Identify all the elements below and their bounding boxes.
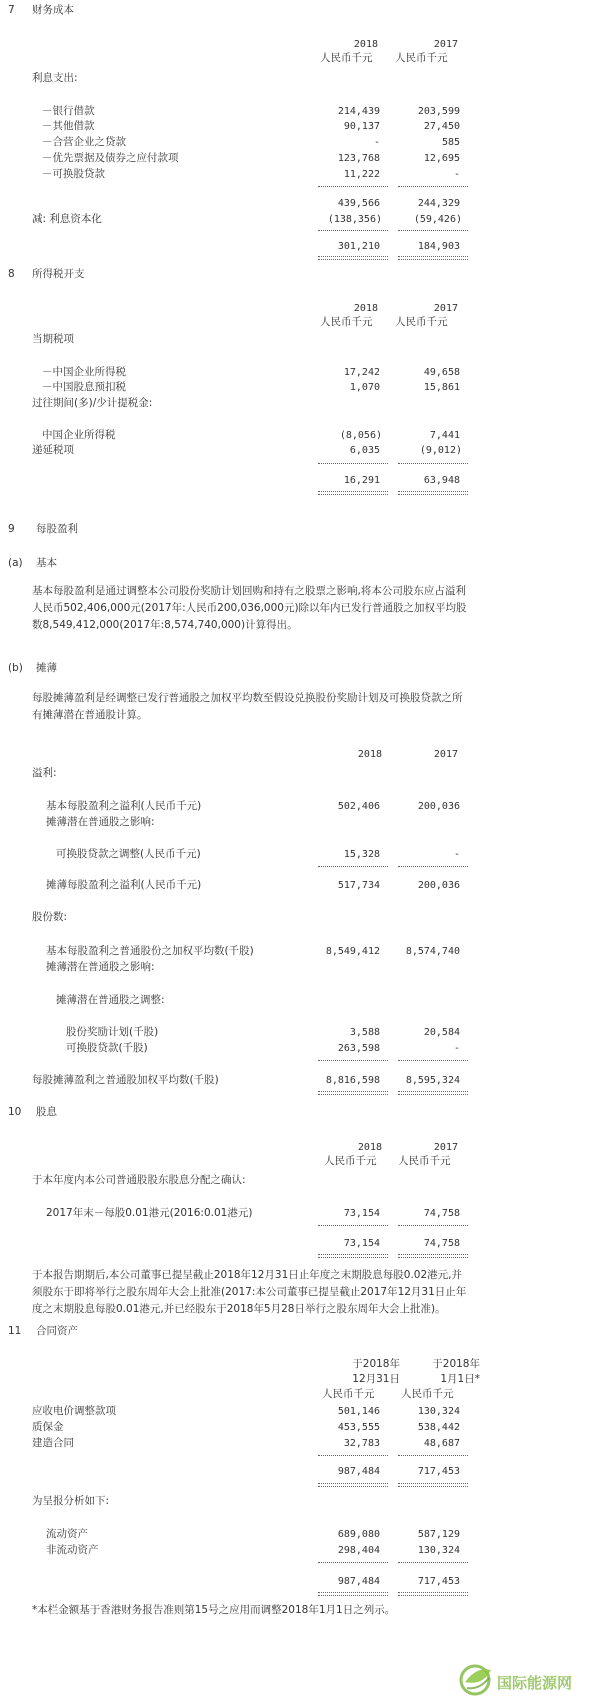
interest-expense-heading: 利息支出:: [32, 72, 78, 84]
unit-2017: 人民币千元: [395, 52, 448, 64]
section-11-number: 11: [8, 1325, 22, 1337]
total-2018: 987,484: [337, 1576, 380, 1587]
value-2018: 6,035: [349, 445, 380, 456]
section-8-title: 所得税开支: [32, 268, 85, 280]
row-label: 每股摊薄盈利之普通股加权平均数(千股): [32, 1074, 219, 1086]
value-2017: 200,036: [417, 801, 460, 812]
row-label: －中国股息预扣税: [42, 381, 126, 393]
subtotal-2017: 244,329: [417, 198, 460, 209]
value-2018: 298,404: [337, 1545, 380, 1556]
value-2017: 20,584: [423, 1027, 460, 1038]
subsection-a-label: (a): [8, 557, 23, 569]
value-2017: 74,758: [423, 1208, 460, 1219]
double-rule: [318, 1091, 388, 1092]
section-9-title: 每股盈利: [36, 523, 78, 535]
total-2017: 717,453: [417, 1466, 460, 1477]
unit-2018: 人民币千元: [322, 1388, 375, 1400]
subsection-b-label: (b): [8, 662, 23, 674]
row-label: －优先票据及债券之应付款项: [42, 152, 179, 164]
diluted-eps-paragraph: 每股摊薄盈利是经调整已发行普通股之加权平均数至假设兑换股份奖励计划及可换股贷款之所有摊薄潜在普通股计算。: [32, 692, 463, 721]
value-2018: 8,816,598: [325, 1075, 380, 1086]
value-2017: (9,012): [419, 445, 462, 456]
total-2018: 73,154: [343, 1238, 380, 1249]
value-2018: 502,406: [337, 801, 380, 812]
section-7-title: 财务成本: [32, 4, 74, 16]
value-2018: (8,056): [339, 430, 382, 441]
section-11-title: 合同资产: [36, 1325, 78, 1337]
value-2018: 1,070: [349, 382, 380, 393]
row-label: 流动资产: [46, 1528, 88, 1540]
subtotal-2018: 439,566: [337, 198, 380, 209]
value-2018: 123,768: [337, 153, 380, 164]
value-2018: 73,154: [343, 1208, 380, 1219]
dilutive-effect-heading: 摊薄潜在普通股之影响:: [46, 961, 155, 973]
value-2017: 15,861: [423, 382, 460, 393]
watermark-logo: [455, 1660, 595, 1698]
total-2018: 301,210: [337, 241, 380, 252]
section-9-number: 9: [8, 523, 15, 535]
prior-period-heading: 过往期间(多)/少计提税金:: [32, 397, 153, 409]
deferred-tax-label: 递延税项: [32, 444, 74, 456]
double-rule: [318, 1483, 388, 1484]
value-2017: (59,426): [413, 214, 462, 225]
double-rule: [318, 256, 388, 257]
row-label: 可换股贷款(千股): [66, 1042, 148, 1054]
double-rule: [398, 1483, 468, 1484]
rule: [398, 186, 468, 187]
value-2018: 8,549,412: [325, 946, 380, 957]
section-8-number: 8: [8, 268, 15, 280]
value-2018: (138,356): [327, 214, 382, 225]
value-2017: 27,450: [423, 121, 460, 132]
total-2017: 63,948: [423, 475, 460, 486]
row-label: －银行借款: [42, 105, 95, 117]
value-2017: 7,441: [429, 430, 460, 441]
section-7-number: 7: [8, 4, 15, 16]
capitalised-interest-label: 减: 利息资本化: [32, 213, 102, 225]
double-rule: [398, 256, 468, 257]
rule: [318, 1455, 388, 1456]
row-label: 股份奖励计划(千股): [66, 1026, 159, 1038]
value-2017: 8,574,740: [405, 946, 460, 957]
header-2018-line1: 于2018年: [352, 1358, 400, 1370]
value-2017: 130,324: [417, 1545, 460, 1556]
row-label: －其他借款: [42, 120, 95, 132]
value-2018: 11,222: [343, 169, 380, 180]
value-2017: 585: [441, 137, 460, 148]
year-2017-header: 2017: [433, 303, 458, 314]
value-2018: 689,080: [337, 1529, 380, 1540]
subsection-a-title: 基本: [36, 557, 57, 569]
rule: [398, 230, 468, 231]
value-2018: 32,783: [343, 1438, 380, 1449]
row-label: －可换股贷款: [42, 168, 105, 180]
value-2017: -: [453, 1043, 460, 1054]
unit-2017: 人民币千元: [395, 316, 448, 328]
value-2018: 453,555: [337, 1422, 380, 1433]
row-label: 基本每股盈利之普通股份之加权平均数(千股): [46, 945, 254, 957]
header-2018-line2: 12月31日: [352, 1373, 400, 1385]
profit-heading: 溢利:: [32, 767, 57, 779]
value-2017: 587,129: [417, 1529, 460, 1540]
double-rule: [318, 1592, 388, 1593]
double-rule: [398, 1592, 468, 1593]
year-2017-header: 2017: [433, 39, 458, 50]
unit-2017: 人民币千元: [398, 1155, 451, 1167]
section-10-title: 股息: [36, 1106, 57, 1118]
value-2017: -: [453, 849, 460, 860]
value-2018: 214,439: [337, 106, 380, 117]
unit-2018: 人民币千元: [320, 52, 373, 64]
dilutive-effect-heading: 摊薄潜在普通股之影响:: [46, 816, 155, 828]
year-2018-header: 2018: [357, 1142, 382, 1153]
value-2017: 49,658: [423, 367, 460, 378]
value-2018: -: [373, 137, 380, 148]
basic-eps-paragraph: 基本每股盈利是通过调整本公司股份奖励计划回购和持有之股票之影响,将本公司股东应占溢利人民币502,406,000元(2017年:人民币200,036,000元)除以年内已发行普通股之加权平均股数8,549,412,000(2017年:8,574,740,000)计算得出。: [32, 585, 467, 631]
total-2018: 987,484: [337, 1466, 380, 1477]
rule: [318, 463, 388, 464]
row-label: 中国企业所得税: [42, 429, 116, 441]
value-2018: 517,734: [337, 880, 380, 891]
value-2018: 90,137: [343, 121, 380, 132]
value-2017: 538,442: [417, 1422, 460, 1433]
header-2017-line1: 于2018年: [432, 1358, 480, 1370]
rule: [398, 1562, 468, 1563]
total-2018: 16,291: [343, 475, 380, 486]
subsection-b-title: 摊薄: [36, 662, 57, 674]
row-label: 建造合同: [32, 1437, 74, 1449]
unit-2018: 人民币千元: [320, 316, 373, 328]
total-2017: 74,758: [423, 1238, 460, 1249]
value-2018: 263,598: [337, 1043, 380, 1054]
current-tax-heading: 当期税项: [32, 333, 74, 345]
value-2018: 15,328: [343, 849, 380, 860]
value-2017: 200,036: [417, 880, 460, 891]
rule: [318, 1060, 388, 1061]
final-dividend-note: 于本报告期期后,本公司董事已提呈截止2018年12月31日止年度之末期股息每股0.02港元,并须股东于即将举行之股东周年大会上批准(2017:本公司董事已提呈截止2017年12月31日止年度之末期股息每股0.01港元,并已经股东于2018年5月28日举行之股东周年大会上批准)。: [32, 1269, 467, 1315]
header-2017-line2: 1月1日*: [440, 1373, 480, 1385]
rule: [318, 866, 388, 867]
rule: [398, 463, 468, 464]
rule: [398, 1455, 468, 1456]
rule: [398, 866, 468, 867]
year-2018-header: 2018: [353, 303, 378, 314]
year-2017-header: 2017: [433, 1142, 458, 1153]
rule: [318, 1562, 388, 1563]
footnote: *本栏金额基于香港财务报告准则第15号之应用而调整2018年1月1日之列示。: [32, 1604, 396, 1616]
year-2017-header: 2017: [433, 749, 458, 760]
year-2018-header: 2018: [357, 749, 382, 760]
value-2018: 3,588: [349, 1027, 380, 1038]
analysis-heading: 为呈报分析如下:: [32, 1495, 110, 1507]
rule: [318, 186, 388, 187]
year-2018-header: 2018: [353, 39, 378, 50]
row-label: －合营企业之贷款: [42, 136, 126, 148]
row-label: －中国企业所得税: [42, 366, 126, 378]
value-2018: 17,242: [343, 367, 380, 378]
rule: [398, 1060, 468, 1061]
value-2017: 130,324: [417, 1406, 460, 1417]
shares-heading: 股份数:: [32, 911, 68, 923]
value-2018: 501,146: [337, 1406, 380, 1417]
watermark-text: 国际能源网: [497, 1674, 573, 1692]
double-rule: [318, 1254, 388, 1255]
rule: [398, 1225, 468, 1226]
section-10-number: 10: [8, 1106, 22, 1118]
total-2017: 717,453: [417, 1576, 460, 1587]
rule: [318, 1225, 388, 1226]
unit-2017: 人民币千元: [401, 1388, 454, 1400]
double-rule: [398, 491, 468, 492]
row-label: 非流动资产: [46, 1544, 99, 1556]
value-2017: 48,687: [423, 1438, 460, 1449]
total-2017: 184,903: [417, 241, 460, 252]
double-rule: [398, 1254, 468, 1255]
double-rule: [398, 1091, 468, 1092]
rule: [318, 230, 388, 231]
double-rule: [318, 491, 388, 492]
value-2017: 203,599: [417, 106, 460, 117]
row-label: 应收电价调整款项: [32, 1405, 116, 1417]
value-2017: -: [453, 169, 460, 180]
value-2017: 8,595,324: [405, 1075, 460, 1086]
value-2017: 12,695: [423, 153, 460, 164]
adjustment-heading: 摊薄潜在普通股之调整:: [56, 994, 165, 1006]
row-label: 2017年末－每股0.01港元(2016:0.01港元): [46, 1207, 253, 1219]
row-label: 基本每股盈利之溢利(人民币千元): [46, 800, 202, 812]
row-label: 可换股贷款之调整(人民币千元): [56, 848, 201, 860]
leaf-globe-icon: [455, 1660, 499, 1698]
unit-2018: 人民币千元: [324, 1155, 377, 1167]
row-label: 摊薄每股盈利之溢利(人民币千元): [46, 879, 202, 891]
dividend-confirmed-heading: 于本年度内本公司普通股股东股息分配之确认:: [32, 1174, 246, 1186]
row-label: 质保金: [32, 1421, 64, 1433]
